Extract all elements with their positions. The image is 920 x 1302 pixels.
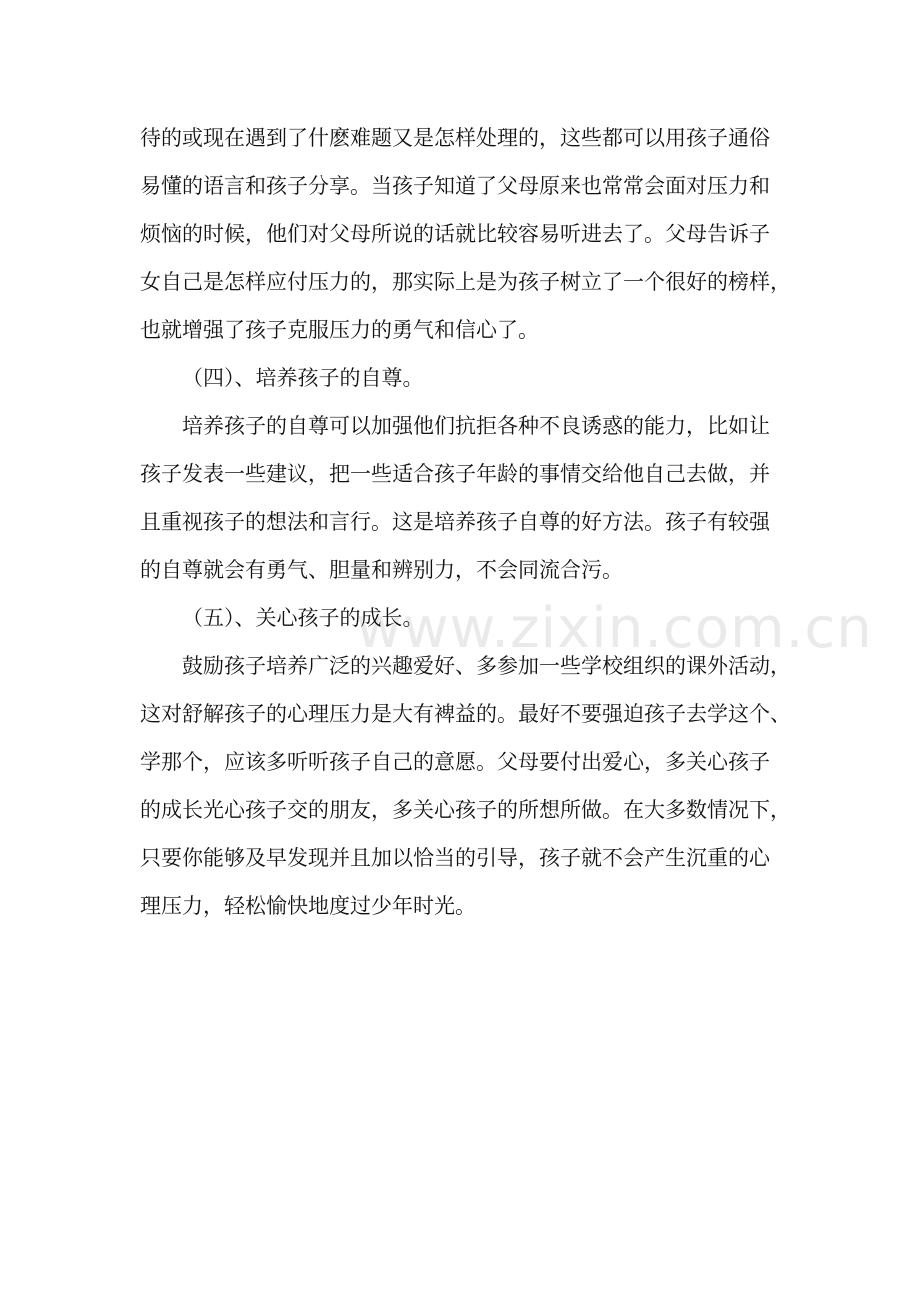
text-line: 这对舒解孩子的心理压力是大有裨益的。最好不要强迫孩子去学这个、 [140,702,791,726]
text-line: 且重视孩子的想法和言行。这是培养孩子自尊的好方法。孩子有较强 [140,510,770,534]
text-line: 的成长光心孩子交的朋友，多关心孩子的所想所做。在大多数情况下， [140,798,791,822]
text-line: 孩子发表一些建议，把一些适合孩子年龄的事情交给他自己去做，并 [140,462,770,486]
text-line: 待的或现在遇到了什麽难题又是怎样处理的，这些都可以用孩子通俗 [140,126,770,150]
paragraph [140,354,785,402]
text-line: 烦恼的时候，他们对父母所说的话就比较容易听进去了。父母告诉子 [140,222,770,246]
text-line: 学那个，应该多听听孩子自己的意愿。父母要付出爱心，多关心孩子 [140,750,770,774]
text-line: 的自尊就会有勇气、胆量和辨别力，不会同流合污。 [140,558,623,582]
text-line: 培养孩子的自尊可以加强他们抗拒各种不良诱惑的能力，比如让 [182,414,770,438]
paragraph [140,594,785,642]
watermark: www.zixin.com.cn [356,596,873,661]
text-line: 鼓励孩子培养广泛的兴趣爱好、多参加一些学校组织的课外活动， [182,654,791,678]
text-line: （四）、培养孩子的自尊。 [182,366,424,390]
text-line: （五）、关心孩子的成长。 [182,606,424,630]
document-body [140,114,791,930]
paragraph [140,642,791,930]
text-line: 易懂的语言和孩子分享。当孩子知道了父母原来也常常会面对压力和 [140,174,770,198]
text-line: 理压力，轻松愉快地度过少年时光。 [140,894,476,918]
text-line: 女自己是怎样应付压力的，那实际上是为孩子树立了一个很好的榜样， [140,270,791,294]
paragraph [140,114,791,354]
text-line: 也就增强了孩子克服压力的勇气和信心了。 [140,318,539,342]
text-line: 只要你能够及早发现并且加以恰当的引导，孩子就不会产生沉重的心 [140,846,770,870]
paragraph [140,402,785,594]
